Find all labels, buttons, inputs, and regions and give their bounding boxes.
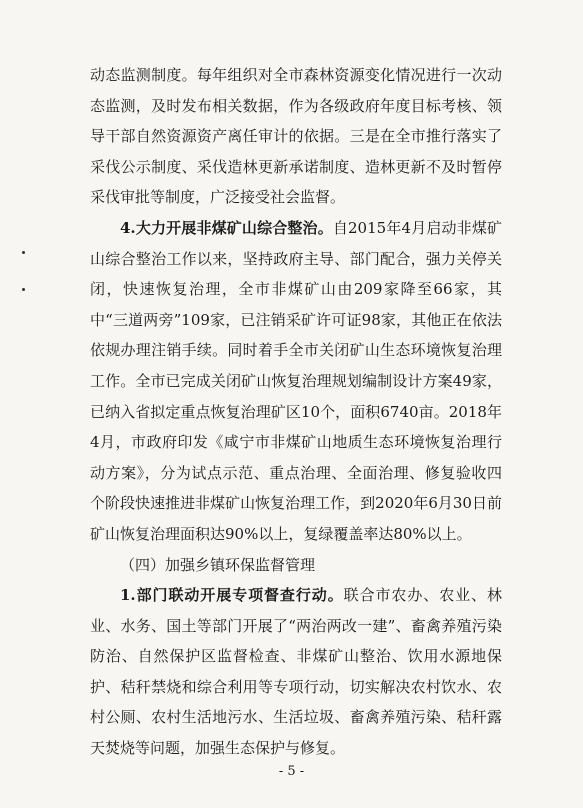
paragraph-3-lead: 1.部门联动开展专项督查行动。 [120,586,344,605]
scan-mark [22,251,25,254]
paragraph-3 [90,580,502,764]
paragraph-2-body: 自2015年4月启动非煤矿山综合整治工作以来，坚持政府主导、部门配合，强力关停关闭，快速恢复治理，全市非煤矿山由209家降至66家，其中“三道两旁”109家，已注销采矿许可证98家，其他正在依法依规办理注销手续。同时着手全市关闭矿山生态环境恢复治理工作。全市已完成关闭矿山恢复治理规划编制设计方案49家，已纳入省拟定重点恢复治理矿区10个，面积6740亩。2018年4月，市政府印发《咸宁市非煤矿山地质生态环境恢复治理行动方案》，分为试点示范、重点治理、全面治理、修复验收四个阶段快速推进非煤矿山恢复治理工作，到2020年6月30日前矿山恢复治理面积达90%以上，复绿覆盖率达80%以上。 [90,218,502,543]
paragraph-2-lead: 4.大力开展非煤矿山综合整治。 [120,218,333,237]
body-text [90,60,502,764]
paragraph-1: 动态监测制度。每年组织对全市森林资源变化情况进行一次动态监测，及时发布相关数据，作为各级政府年度目标考核、领导干部自然资源资产离任审计的依据。三是在全市推行落实了采伐公示制度、采伐造林更新承诺制度、造林更新不及时暂停采伐审批等制度，广泛接受社会监督。 [90,66,502,207]
paragraph-2 [90,213,502,550]
scan-mark [22,288,25,291]
page-number: - 5 - [278,764,305,779]
section-heading: （四）加强乡镇环保监督管理 [120,555,316,574]
paragraph-3-body: 联合市农办、农业、林业、水务、国土等部门开展了“两治两改一建”、畜禽养殖污染防治、自然保护区监督检查、非煤矿山整治、饮用水源地保护、秸秆禁烧和综合利用等专项行动，切实解决农村饮水、农村公厕、农村生活地污水、生活垃圾、畜禽养殖污染、秸秆露天焚烧等问题，加强生态保护与修复。 [90,586,502,758]
